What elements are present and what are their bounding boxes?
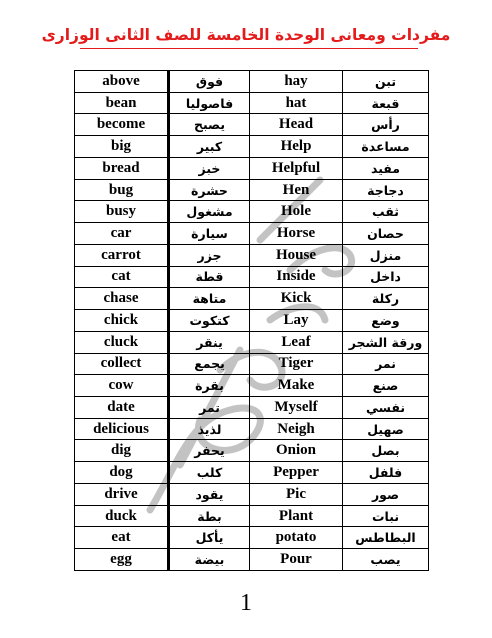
- table-row: [75, 201, 429, 223]
- arabic-meaning-left: مشغول: [169, 201, 250, 223]
- table-row: [75, 71, 429, 93]
- english-word-left: bug: [75, 179, 169, 201]
- english-word-right: Myself: [250, 397, 343, 419]
- arabic-meaning-left: بطة: [169, 505, 250, 527]
- table-row: [75, 527, 429, 549]
- table-row: [75, 114, 429, 136]
- arabic-meaning-right: تبن: [343, 71, 429, 93]
- english-word-right: Hen: [250, 179, 343, 201]
- english-word-right: Onion: [250, 440, 343, 462]
- english-word-left: egg: [75, 549, 169, 571]
- arabic-meaning-left: يحفر: [169, 440, 250, 462]
- arabic-meaning-right: يصب: [343, 549, 429, 571]
- arabic-meaning-right: وضع: [343, 310, 429, 332]
- arabic-meaning-right: نبات: [343, 505, 429, 527]
- table-row: [75, 288, 429, 310]
- english-word-right: Pic: [250, 483, 343, 505]
- table-row: [75, 223, 429, 245]
- arabic-meaning-right: مفيد: [343, 157, 429, 179]
- arabic-meaning-left: فوق: [169, 71, 250, 93]
- english-word-right: Tiger: [250, 353, 343, 375]
- table-row: [75, 92, 429, 114]
- table-row: [75, 440, 429, 462]
- arabic-meaning-right: نمر: [343, 353, 429, 375]
- arabic-meaning-left: كتكوت: [169, 310, 250, 332]
- table-row: [75, 136, 429, 158]
- arabic-meaning-right: صهيل: [343, 418, 429, 440]
- english-word-right: Make: [250, 375, 343, 397]
- vocabulary-table: [74, 70, 429, 571]
- english-word-left: above: [75, 71, 169, 93]
- english-word-right: Pepper: [250, 462, 343, 484]
- english-word-left: cluck: [75, 331, 169, 353]
- arabic-meaning-right: صور: [343, 483, 429, 505]
- arabic-meaning-right: رأس: [343, 114, 429, 136]
- arabic-meaning-left: فاصوليا: [169, 92, 250, 114]
- arabic-meaning-left: ينقر: [169, 331, 250, 353]
- arabic-meaning-right: صنع: [343, 375, 429, 397]
- arabic-meaning-left: كلب: [169, 462, 250, 484]
- arabic-meaning-right: نفسي: [343, 397, 429, 419]
- english-word-right: Neigh: [250, 418, 343, 440]
- english-word-right: hay: [250, 71, 343, 93]
- english-word-left: cow: [75, 375, 169, 397]
- english-word-left: eat: [75, 527, 169, 549]
- table-row: [75, 483, 429, 505]
- english-word-right: Leaf: [250, 331, 343, 353]
- arabic-meaning-right: بصل: [343, 440, 429, 462]
- english-word-left: duck: [75, 505, 169, 527]
- english-word-right: potato: [250, 527, 343, 549]
- arabic-meaning-right: البطاطس: [343, 527, 429, 549]
- arabic-meaning-right: قبعة: [343, 92, 429, 114]
- arabic-meaning-right: مساعدة: [343, 136, 429, 158]
- english-word-left: date: [75, 397, 169, 419]
- english-word-left: chick: [75, 310, 169, 332]
- english-word-right: Plant: [250, 505, 343, 527]
- arabic-meaning-right: ثقب: [343, 201, 429, 223]
- english-word-left: busy: [75, 201, 169, 223]
- english-word-right: House: [250, 244, 343, 266]
- arabic-meaning-left: بقرة: [169, 375, 250, 397]
- table-row: [75, 157, 429, 179]
- table-row: [75, 505, 429, 527]
- page-title: مفردات ومعانى الوحدة الخامسة للصف الثانى الوزارى: [41, 26, 451, 44]
- vocabulary-table-body: [75, 71, 429, 571]
- arabic-meaning-left: يقود: [169, 483, 250, 505]
- english-word-left: cat: [75, 266, 169, 288]
- english-word-left: drive: [75, 483, 169, 505]
- arabic-meaning-right: منزل: [343, 244, 429, 266]
- arabic-meaning-left: كبير: [169, 136, 250, 158]
- arabic-meaning-left: لذيذ: [169, 418, 250, 440]
- table-row: [75, 266, 429, 288]
- english-word-left: delicious: [75, 418, 169, 440]
- english-word-left: chase: [75, 288, 169, 310]
- english-word-left: big: [75, 136, 169, 158]
- table-row: [75, 353, 429, 375]
- english-word-right: Pour: [250, 549, 343, 571]
- english-word-left: carrot: [75, 244, 169, 266]
- english-word-right: Hole: [250, 201, 343, 223]
- arabic-meaning-right: داخل: [343, 266, 429, 288]
- arabic-meaning-right: حصان: [343, 223, 429, 245]
- table-row: [75, 331, 429, 353]
- arabic-meaning-left: سيارة: [169, 223, 250, 245]
- english-word-left: dig: [75, 440, 169, 462]
- english-word-left: collect: [75, 353, 169, 375]
- table-row: [75, 244, 429, 266]
- english-word-left: become: [75, 114, 169, 136]
- english-word-right: hat: [250, 92, 343, 114]
- arabic-meaning-right: دجاجة: [343, 179, 429, 201]
- arabic-meaning-left: يأكل: [169, 527, 250, 549]
- arabic-meaning-left: تمر: [169, 397, 250, 419]
- english-word-right: Horse: [250, 223, 343, 245]
- table-row: [75, 418, 429, 440]
- english-word-right: Help: [250, 136, 343, 158]
- english-word-left: dog: [75, 462, 169, 484]
- arabic-meaning-left: قطة: [169, 266, 250, 288]
- english-word-left: bean: [75, 92, 169, 114]
- table-row: [75, 179, 429, 201]
- arabic-meaning-right: ركلة: [343, 288, 429, 310]
- english-word-right: Head: [250, 114, 343, 136]
- english-word-right: Helpful: [250, 157, 343, 179]
- english-word-left: bread: [75, 157, 169, 179]
- table-row: [75, 310, 429, 332]
- arabic-meaning-left: متاهة: [169, 288, 250, 310]
- arabic-meaning-right: فلفل: [343, 462, 429, 484]
- arabic-meaning-left: جزر: [169, 244, 250, 266]
- english-word-right: Lay: [250, 310, 343, 332]
- arabic-meaning-left: بيضة: [169, 549, 250, 571]
- page-number: 1: [240, 590, 252, 616]
- english-word-left: car: [75, 223, 169, 245]
- arabic-meaning-left: يصبح: [169, 114, 250, 136]
- arabic-meaning-right: ورقة الشجر: [343, 331, 429, 353]
- table-row: [75, 462, 429, 484]
- arabic-meaning-left: يجمع: [169, 353, 250, 375]
- english-word-right: Inside: [250, 266, 343, 288]
- table-row: [75, 549, 429, 571]
- table-row: [75, 397, 429, 419]
- arabic-meaning-left: حشرة: [169, 179, 250, 201]
- table-row: [75, 375, 429, 397]
- arabic-meaning-left: خبز: [169, 157, 250, 179]
- title-underline: [80, 48, 418, 49]
- english-word-right: Kick: [250, 288, 343, 310]
